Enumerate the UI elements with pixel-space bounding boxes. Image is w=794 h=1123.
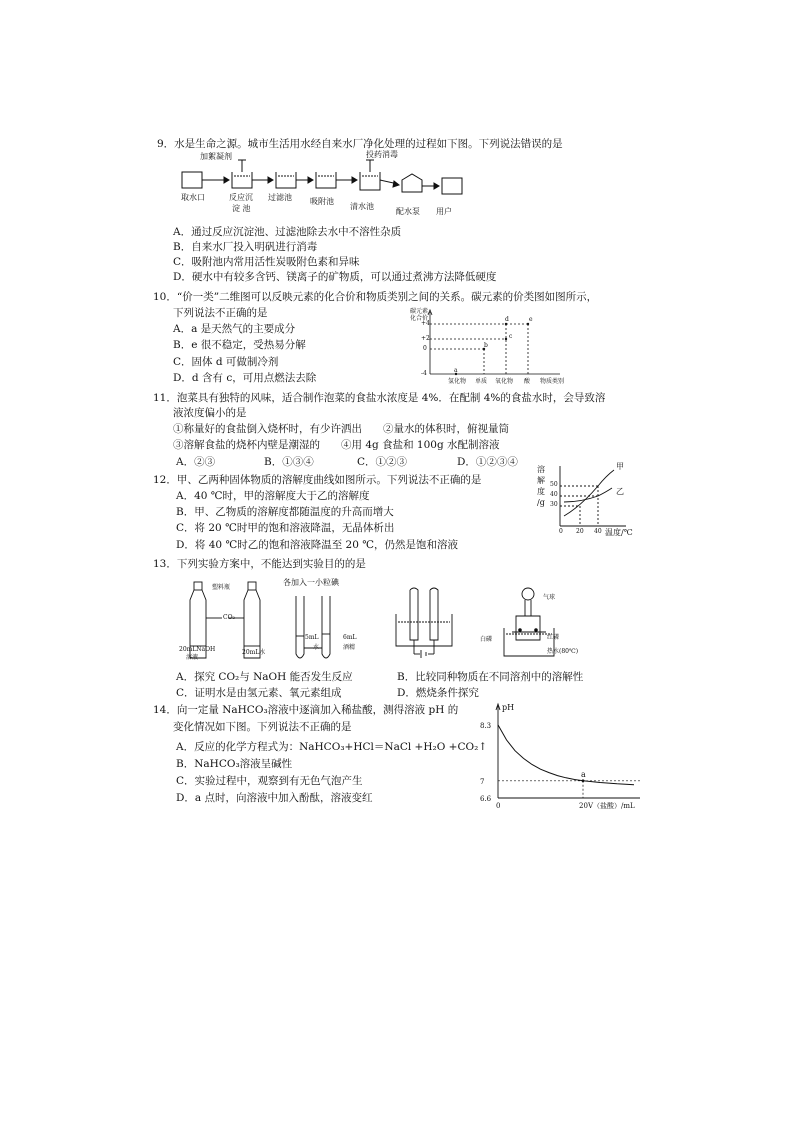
ph-ytick-7.0: 7 [480,777,485,786]
ph-ytick-6.6: 6.6 [480,795,492,803]
q13-label-white-p: 白磷 [480,636,493,643]
ph-xtick-0: 0 [496,802,501,810]
flow-label-clear: 清水池 [350,202,374,211]
apparatus-c-electrolysis [390,584,460,664]
q13-option-b: B．比较同种物质在不同溶剂中的溶解性 [397,671,584,683]
flow-tank-clear [360,172,380,190]
q10-option-a: A．a 是天然气的主要成分 [173,323,296,335]
q14-option-b: B．NaHCO₃溶液呈碱性 [176,758,293,770]
q13-label-balloon: 气球 [543,594,556,601]
ph-ylabel: pH [502,703,515,712]
q10-option-d: D．d 含有 c，可用点燃法去除 [173,372,317,384]
q13-label-water: 水 [313,644,320,651]
q13-label-red-p: 红磷 [547,634,560,641]
q13-option-a: A．探究 CO₂与 NaOH 能否发生反应 [176,671,353,683]
flow-pump [402,174,422,192]
q10-point-label-c: c [509,333,513,340]
flow-box-user [442,178,462,194]
q12-option-b: B．甲、乙物质的溶解度都随温度的升高而增大 [176,506,394,518]
q10-ylabel-1: 碳元素 [410,308,429,315]
q10-point-label-d: d [505,316,509,323]
q10-point-label-b: b [484,342,488,349]
flow-label-disinfect: 投药消毒 [366,150,398,159]
q10-xcat-class: 物质类别 [540,378,565,385]
q12-option-a: A．40 ℃时，甲的溶解度大于乙的溶解度 [176,490,370,502]
flow-tank-reaction [232,172,252,188]
q10-xcat-hydride: 氢化物 [448,378,467,385]
ph-xtick-20: 20 [579,802,588,810]
q9-option-b: B．自来水厂投入明矾进行消毒 [173,241,318,253]
q14-option-c: C．实验过程中，观察到有无色气泡产生 [176,775,363,787]
q11-stem-2: 液浓度偏小的是 [173,407,247,419]
q12-ytick-40: 40 [550,491,558,498]
q12-xtick-40: 40 [594,528,602,535]
q14-stem-2: 变化情况如下图。下列说法不正确的是 [173,721,352,733]
q10-point-label-e: e [529,316,533,323]
q13-label-water20: 20mL水 [242,649,266,656]
q13-label-6ml: 6mL [343,634,357,641]
q12-ylabel-4: /g [537,498,545,507]
ph-ytick-8.3: 8.3 [480,721,492,730]
q10-option-c: C．固体 d 可做制冷剂 [173,356,279,368]
flow-label-adsorb: 吸附池 [310,197,334,206]
q13-label-alcohol: 酒精 [343,644,356,651]
q9-option-a: A．通过反应沉淀池、过滤池除去水中不溶性杂质 [173,226,402,238]
q10-ylabel-2: 化合价 [410,315,429,322]
q12-option-d: D．将 40 ℃时乙的饱和溶液降温至 20 ℃，仍然是饱和溶液 [176,539,458,551]
q12-option-c: C．将 20 ℃时甲的饱和溶液降温，无晶体析出 [176,522,395,534]
q14-option-d: D．a 点时，向溶液中加入酚酞，溶液变红 [176,792,373,804]
q12-ytick-50: 50 [550,481,558,488]
flow-tank-filter [276,172,296,188]
q13-option-c: C．证明水是由氢元素、氧元素组成 [176,687,342,699]
q12-ylabel-2: 解 [537,476,545,485]
carbon-valence-chart [408,306,568,388]
solubility-curve-yi [564,488,612,502]
flow-tank-adsorb [316,172,336,188]
q13-label-hot-water: 热水(80℃) [547,648,579,655]
q14-option-a: A．反应的化学方程式为：NaHCO₃+HCl＝NaCl +H₂O +CO₂↑ [176,741,488,753]
flow-label-intake: 取水口 [181,193,205,202]
q11-option-b: B．①③④ [264,456,314,468]
q12-xlabel: 温度/℃ [605,528,633,537]
ph-xlabel: V（盐酸）/mL [588,802,635,810]
solubility-curve-jia [564,470,614,516]
q12-xtick-0: 0 [559,528,563,535]
q13-label-naoh-2: 溶液 [186,654,199,661]
ph-point-a-label: a [581,769,586,779]
q10-stem-1: 10．“价一类”二维图可以反映元素的化合价和物质类别之间的关系。碳元素的价类图如图所示， [153,291,598,303]
ph-series-line [498,725,634,785]
q10-point-label-a: a [454,367,458,374]
ph-point-a [582,779,585,782]
q13-label-co2: CO₂ [223,614,235,621]
q9-option-d: D．硬水中有较多含钙、镁离子的矿物质，可以通过煮沸方法降低硬度 [173,271,497,283]
q12-stem: 12．甲、乙两种固体物质的溶解度曲线如图所示。下列说法不正确的是 [153,474,482,486]
q13-label-bottle: 塑料瓶 [212,584,231,591]
valence-point-c [505,338,507,340]
q13-label-naoh: 20mLNaOH [179,646,216,653]
q10-ytick-p4: +4 [421,320,430,327]
q10-xcat-oxide: 氧化物 [495,378,514,385]
q13-stem: 13．下列实验方案中，不能达到实验目的的是 [153,558,366,570]
q13-label-add-iodine: 各加入一小粒碘 [283,578,339,587]
q10-ytick-p2: +2 [421,335,430,342]
q10-xcat-acid: 酸 [524,378,531,385]
q11-stem-1: 11．泡菜具有独特的风味，适合制作泡菜的食盐水浓度是 4%．在配制 4%的食盐水时，会导致溶 [153,392,606,404]
q11-option-c: C．①②③ [357,456,408,468]
q10-stem-2: 下列说法不正确的是 [173,307,268,319]
q12-series-jia: 甲 [616,462,624,471]
q13-option-d: D．燃烧条件探究 [397,687,479,699]
flow-label-flocculant: 加絮凝剂 [200,152,232,161]
q13-label-5ml: 5mL [305,634,319,641]
q12-xtick-20: 20 [576,528,584,535]
flow-label-filter: 过滤池 [268,193,292,202]
flow-label-pump: 配水泵 [396,207,420,216]
q10-ytick-0: 0 [423,345,427,352]
q9-stem: 9．水是生命之源。城市生活用水经自来水厂净化处理的过程如下图。下列说法错误的是 [157,138,563,150]
q14-stem-1: 14．向一定量 NaHCO₃溶液中逐滴加入稀盐酸，测得溶液 pH 的 [153,704,459,716]
q12-ylabel-1: 溶 [537,465,545,474]
q12-series-yi: 乙 [616,487,624,496]
q10-xcat-element: 单质 [475,378,488,385]
q11-items-2: ③溶解食盐的烧杯内壁是潮湿的 ④用 4g 食盐和 100g 水配制溶液 [173,439,500,451]
apparatus-b-tubes [288,592,348,666]
flow-label-reaction1: 反应沉 [229,193,253,202]
ph-chart [478,700,648,820]
flow-label-user: 用户 [436,207,452,216]
q10-ytick-m4: -4 [421,370,427,377]
flow-label-reaction2: 淀 池 [232,204,251,213]
q12-ytick-30: 30 [550,501,558,508]
q12-ylabel-3: 度 [537,487,545,496]
q11-option-d: D．①②③④ [457,456,518,468]
flow-box-intake [182,172,202,188]
q11-items-1: ①称量好的食盐倒入烧杯时，有少许洒出 ②量水的体积时，俯视量筒 [173,423,509,435]
q11-option-a: A．②③ [176,456,216,468]
q9-option-c: C．吸附池内常用活性炭吸附色素和异味 [173,256,360,268]
q10-option-b: B．e 很不稳定，受热易分解 [173,339,306,351]
